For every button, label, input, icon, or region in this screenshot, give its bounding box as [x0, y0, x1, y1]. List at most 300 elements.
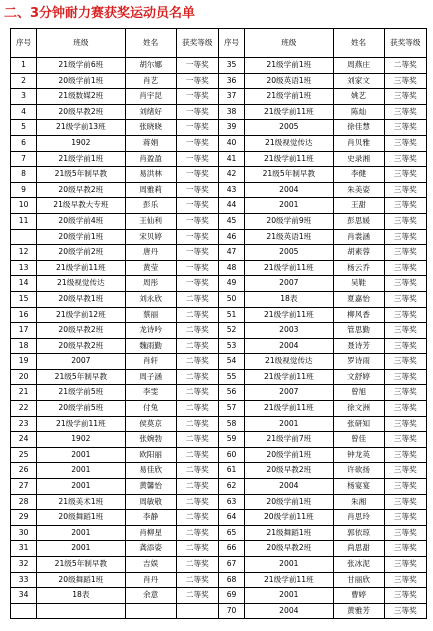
right-class-cell: 20级英语1班	[245, 73, 333, 89]
left-class-cell: 2007	[37, 354, 125, 370]
right-award-cell: 三等奖	[384, 557, 426, 573]
table-row	[11, 58, 427, 74]
right-name-cell: 肖裳涵	[333, 229, 384, 245]
right-class-cell: 21级学前11班	[245, 151, 333, 167]
left-class-cell: 20级舞蹈1班	[37, 572, 125, 588]
table-row	[11, 510, 427, 526]
left-class-cell: 21级学前12班	[37, 307, 125, 323]
right-class-cell: 20级学前1班	[245, 494, 333, 510]
right-class-cell: 21级学前11班	[245, 307, 333, 323]
right-award-cell: 三等奖	[384, 213, 426, 229]
right-no-cell: 55	[218, 369, 244, 385]
left-award-cell: 一等奖	[176, 104, 218, 120]
header-name-right: 姓名	[333, 29, 384, 58]
left-award-cell: 二等奖	[176, 572, 218, 588]
left-name-cell: 周雅莉	[125, 182, 176, 198]
left-award-cell: 一等奖	[176, 260, 218, 276]
left-class-cell: 1902	[37, 135, 125, 151]
right-no-cell: 45	[218, 213, 244, 229]
left-no-cell: 31	[11, 541, 37, 557]
table-row	[11, 276, 427, 292]
left-class-cell: 2001	[37, 463, 125, 479]
right-class-cell: 21级视觉传达	[245, 354, 333, 370]
left-name-cell: 张晓晓	[125, 120, 176, 136]
table-row	[11, 588, 427, 604]
left-no-cell: 30	[11, 525, 37, 541]
header-name-left: 姓名	[125, 29, 176, 58]
table-row	[11, 354, 427, 370]
table-row	[11, 104, 427, 120]
table-row	[11, 369, 427, 385]
right-class-cell: 21级5年制早教	[245, 167, 333, 183]
left-award-cell: 二等奖	[176, 401, 218, 417]
right-name-cell: 黄雅芳	[333, 603, 384, 619]
left-class-cell: 21级学前5班	[37, 385, 125, 401]
right-no-cell: 48	[218, 260, 244, 276]
table-row	[11, 401, 427, 417]
right-no-cell: 58	[218, 416, 244, 432]
left-name-cell: 唐丹	[125, 245, 176, 261]
right-no-cell: 69	[218, 588, 244, 604]
left-award-cell: 二等奖	[176, 510, 218, 526]
left-name-cell: 龙诗吟	[125, 323, 176, 339]
right-class-cell: 20级学前9班	[245, 213, 333, 229]
right-no-cell: 37	[218, 89, 244, 105]
left-class-cell: 20级早教2班	[37, 323, 125, 339]
left-name-cell: 张婉勃	[125, 432, 176, 448]
left-name-cell: 魏雨勤	[125, 338, 176, 354]
left-name-cell: 刘绪好	[125, 104, 176, 120]
right-class-cell: 21级学前1班	[245, 89, 333, 105]
right-no-cell: 51	[218, 307, 244, 323]
left-class-cell: 21级美术1班	[37, 494, 125, 510]
left-award-cell: 一等奖	[176, 182, 218, 198]
table-row	[11, 182, 427, 198]
left-award-cell: 二等奖	[176, 525, 218, 541]
left-class-cell: 21级早教大专班	[37, 198, 125, 214]
right-class-cell: 2004	[245, 338, 333, 354]
right-no-cell: 65	[218, 525, 244, 541]
right-award-cell: 三等奖	[384, 385, 426, 401]
right-name-cell: 管思勤	[333, 323, 384, 339]
right-name-cell: 史录湘	[333, 151, 384, 167]
right-award-cell: 三等奖	[384, 525, 426, 541]
left-award-cell: 二等奖	[176, 323, 218, 339]
right-award-cell: 三等奖	[384, 338, 426, 354]
left-class-cell: 21级5年制早教	[37, 557, 125, 573]
right-award-cell: 三等奖	[384, 479, 426, 495]
left-award-cell: 一等奖	[176, 167, 218, 183]
right-no-cell: 67	[218, 557, 244, 573]
right-no-cell: 46	[218, 229, 244, 245]
right-no-cell: 35	[218, 58, 244, 74]
left-no-cell: 23	[11, 416, 37, 432]
right-award-cell: 三等奖	[384, 229, 426, 245]
left-name-cell: 龚添姿	[125, 541, 176, 557]
left-name-cell: 李静	[125, 510, 176, 526]
right-award-cell: 三等奖	[384, 432, 426, 448]
right-class-cell: 21级学前11班	[245, 572, 333, 588]
right-class-cell: 21级舞蹈1班	[245, 525, 333, 541]
header-no-left: 序号	[11, 29, 37, 58]
right-class-cell: 2001	[245, 416, 333, 432]
left-class-cell: 21级学前6班	[37, 58, 125, 74]
table-row	[11, 416, 427, 432]
right-class-cell: 2005	[245, 120, 333, 136]
right-no-cell: 63	[218, 494, 244, 510]
right-name-cell: 曾旭	[333, 385, 384, 401]
left-award-cell: 二等奖	[176, 494, 218, 510]
right-class-cell: 21级学前11班	[245, 369, 333, 385]
left-class-cell: 1902	[37, 432, 125, 448]
right-award-cell: 三等奖	[384, 104, 426, 120]
left-no-cell	[11, 229, 37, 245]
left-no-cell: 4	[11, 104, 37, 120]
left-award-cell: 二等奖	[176, 307, 218, 323]
right-name-cell: 刘家文	[333, 73, 384, 89]
left-award-cell: 二等奖	[176, 463, 218, 479]
right-no-cell: 43	[218, 182, 244, 198]
right-award-cell: 三等奖	[384, 151, 426, 167]
right-class-cell: 21级视觉传达	[245, 135, 333, 151]
header-class-left: 班级	[37, 29, 125, 58]
left-class-cell: 2001	[37, 525, 125, 541]
right-name-cell: 朱美姿	[333, 182, 384, 198]
right-class-cell: 20级学前1班	[245, 447, 333, 463]
left-class-cell: 20级早教1班	[37, 291, 125, 307]
left-award-cell: 二等奖	[176, 354, 218, 370]
left-name-cell: 侯莫京	[125, 416, 176, 432]
right-no-cell: 57	[218, 401, 244, 417]
right-no-cell: 38	[218, 104, 244, 120]
right-class-cell: 2001	[245, 557, 333, 573]
right-award-cell: 三等奖	[384, 276, 426, 292]
table-row	[11, 323, 427, 339]
left-name-cell: 肖柳星	[125, 525, 176, 541]
table-row	[11, 198, 427, 214]
right-class-cell: 2007	[245, 385, 333, 401]
left-name-cell: 欧阳丽	[125, 447, 176, 463]
right-no-cell: 53	[218, 338, 244, 354]
left-no-cell: 10	[11, 198, 37, 214]
left-class-cell: 21级5年制早教	[37, 167, 125, 183]
right-no-cell: 49	[218, 276, 244, 292]
right-name-cell: 聂诗芳	[333, 338, 384, 354]
right-class-cell: 2004	[245, 182, 333, 198]
left-award-cell: 二等奖	[176, 416, 218, 432]
right-no-cell: 59	[218, 432, 244, 448]
left-name-cell: 易洪林	[125, 167, 176, 183]
left-no-cell: 16	[11, 307, 37, 323]
right-name-cell: 胡素蓉	[333, 245, 384, 261]
left-class-cell	[37, 603, 125, 619]
right-no-cell: 61	[218, 463, 244, 479]
right-no-cell: 47	[218, 245, 244, 261]
left-no-cell: 13	[11, 260, 37, 276]
left-no-cell: 17	[11, 323, 37, 339]
left-award-cell: 二等奖	[176, 385, 218, 401]
left-award-cell: 一等奖	[176, 73, 218, 89]
right-class-cell: 2007	[245, 276, 333, 292]
table-row	[11, 494, 427, 510]
table-row	[11, 89, 427, 105]
left-class-cell: 2001	[37, 541, 125, 557]
right-award-cell: 三等奖	[384, 73, 426, 89]
table-body	[11, 58, 427, 619]
left-award-cell: 二等奖	[176, 557, 218, 573]
right-name-cell: 姚艺	[333, 89, 384, 105]
left-name-cell	[125, 603, 176, 619]
right-award-cell: 三等奖	[384, 291, 426, 307]
left-award-cell: 二等奖	[176, 432, 218, 448]
right-name-cell: 杨宴宴	[333, 479, 384, 495]
right-name-cell: 张研知	[333, 416, 384, 432]
right-award-cell: 三等奖	[384, 323, 426, 339]
left-no-cell: 8	[11, 167, 37, 183]
left-award-cell: 二等奖	[176, 291, 218, 307]
left-name-cell: 肖艺	[125, 73, 176, 89]
left-class-cell: 2001	[37, 447, 125, 463]
left-class-cell: 21级数媒2班	[37, 89, 125, 105]
table-row	[11, 245, 427, 261]
right-class-cell: 21级学前11班	[245, 401, 333, 417]
right-name-cell: 甘丽欣	[333, 572, 384, 588]
right-award-cell: 三等奖	[384, 167, 426, 183]
left-award-cell	[176, 603, 218, 619]
right-award-cell: 三等奖	[384, 588, 426, 604]
right-award-cell: 三等奖	[384, 198, 426, 214]
left-name-cell: 黄馨怡	[125, 479, 176, 495]
left-award-cell: 一等奖	[176, 229, 218, 245]
left-class-cell: 20级学前1班	[37, 229, 125, 245]
right-name-cell: 罗诗雨	[333, 354, 384, 370]
header-award-left: 获奖等级	[176, 29, 218, 58]
right-name-cell: 郭依琼	[333, 525, 384, 541]
right-no-cell: 52	[218, 323, 244, 339]
right-class-cell: 2004	[245, 479, 333, 495]
left-no-cell: 32	[11, 557, 37, 573]
table-row	[11, 479, 427, 495]
right-award-cell: 二等奖	[384, 58, 426, 74]
right-name-cell: 柳风香	[333, 307, 384, 323]
right-no-cell: 39	[218, 120, 244, 136]
right-class-cell: 2004	[245, 603, 333, 619]
left-no-cell: 3	[11, 89, 37, 105]
left-class-cell: 20级早教2班	[37, 182, 125, 198]
left-no-cell: 20	[11, 369, 37, 385]
right-name-cell: 尚思甜	[333, 541, 384, 557]
right-no-cell: 68	[218, 572, 244, 588]
left-class-cell: 20级早教2班	[37, 104, 125, 120]
right-class-cell: 2001	[245, 198, 333, 214]
left-award-cell: 一等奖	[176, 213, 218, 229]
table-row	[11, 338, 427, 354]
left-name-cell: 肖轩	[125, 354, 176, 370]
left-award-cell: 一等奖	[176, 120, 218, 136]
left-name-cell: 肖盈盈	[125, 151, 176, 167]
right-no-cell: 42	[218, 167, 244, 183]
table-row	[11, 135, 427, 151]
left-no-cell: 5	[11, 120, 37, 136]
right-no-cell: 60	[218, 447, 244, 463]
left-no-cell: 11	[11, 213, 37, 229]
left-no-cell: 6	[11, 135, 37, 151]
right-class-cell: 20级早教2班	[245, 541, 333, 557]
right-no-cell: 64	[218, 510, 244, 526]
left-name-cell: 蔡丽	[125, 307, 176, 323]
right-no-cell: 62	[218, 479, 244, 495]
right-name-cell: 周燕庄	[333, 58, 384, 74]
right-name-cell: 曾佳	[333, 432, 384, 448]
right-name-cell: 肖贝雅	[333, 135, 384, 151]
table-row	[11, 572, 427, 588]
left-award-cell: 二等奖	[176, 479, 218, 495]
left-class-cell: 2001	[37, 479, 125, 495]
left-class-cell: 20级学前4班	[37, 213, 125, 229]
left-no-cell: 24	[11, 432, 37, 448]
left-name-cell: 宋贝婷	[125, 229, 176, 245]
left-name-cell: 易佳欣	[125, 463, 176, 479]
page-title: 二、3分钟耐力赛获奖运动员名单	[4, 6, 196, 21]
left-no-cell: 33	[11, 572, 37, 588]
left-no-cell: 15	[11, 291, 37, 307]
table-row	[11, 260, 427, 276]
right-no-cell: 56	[218, 385, 244, 401]
header-class-right: 班级	[245, 29, 333, 58]
right-class-cell: 21级英语1班	[245, 229, 333, 245]
left-name-cell: 周子涵	[125, 369, 176, 385]
table-row	[11, 307, 427, 323]
right-name-cell: 徐文洲	[333, 401, 384, 417]
right-award-cell: 三等奖	[384, 401, 426, 417]
left-class-cell: 20级早教2班	[37, 338, 125, 354]
right-name-cell: 许欲扬	[333, 463, 384, 479]
left-name-cell: 蒋娟	[125, 135, 176, 151]
left-class-cell: 20级学前5班	[37, 401, 125, 417]
left-class-cell: 20级舞蹈1班	[37, 510, 125, 526]
right-name-cell: 钟龙英	[333, 447, 384, 463]
right-class-cell: 21级学前1班	[245, 58, 333, 74]
table-row	[11, 432, 427, 448]
table-row	[11, 385, 427, 401]
right-no-cell: 44	[218, 198, 244, 214]
right-no-cell: 70	[218, 603, 244, 619]
right-award-cell: 三等奖	[384, 572, 426, 588]
left-class-cell: 21级学前13班	[37, 120, 125, 136]
right-no-cell: 66	[218, 541, 244, 557]
right-award-cell: 三等奖	[384, 182, 426, 198]
right-class-cell: 21级学前11班	[245, 260, 333, 276]
left-class-cell: 18表	[37, 588, 125, 604]
right-class-cell: 21级学前11班	[245, 104, 333, 120]
left-no-cell: 28	[11, 494, 37, 510]
left-name-cell: 刘永欣	[125, 291, 176, 307]
left-no-cell: 25	[11, 447, 37, 463]
right-no-cell: 36	[218, 73, 244, 89]
left-class-cell: 21级5年制早教	[37, 369, 125, 385]
left-no-cell: 9	[11, 182, 37, 198]
award-table	[10, 28, 427, 619]
left-class-cell: 21级学前11班	[37, 416, 125, 432]
right-award-cell: 三等奖	[384, 135, 426, 151]
left-name-cell: 肖丹	[125, 572, 176, 588]
left-award-cell: 二等奖	[176, 338, 218, 354]
right-name-cell: 夏嘉怡	[333, 291, 384, 307]
left-class-cell: 21级学前1班	[37, 151, 125, 167]
right-name-cell: 曹婷	[333, 588, 384, 604]
left-award-cell: 二等奖	[176, 541, 218, 557]
right-name-cell: 彭思媛	[333, 213, 384, 229]
table-row	[11, 291, 427, 307]
right-name-cell: 徐佳慧	[333, 120, 384, 136]
left-name-cell: 胡尔娜	[125, 58, 176, 74]
table-header-row	[11, 29, 427, 58]
left-award-cell: 一等奖	[176, 198, 218, 214]
left-no-cell: 2	[11, 73, 37, 89]
right-name-cell: 吴鞋	[333, 276, 384, 292]
left-name-cell: 付兔	[125, 401, 176, 417]
right-award-cell: 三等奖	[384, 510, 426, 526]
left-no-cell: 34	[11, 588, 37, 604]
left-no-cell: 1	[11, 58, 37, 74]
right-name-cell: 朱湘	[333, 494, 384, 510]
table-row	[11, 557, 427, 573]
right-award-cell: 三等奖	[384, 447, 426, 463]
table-row	[11, 120, 427, 136]
left-name-cell: 周敏敬	[125, 494, 176, 510]
right-award-cell: 三等奖	[384, 245, 426, 261]
right-award-cell: 三等奖	[384, 369, 426, 385]
left-name-cell: 李雯	[125, 385, 176, 401]
table-row	[11, 229, 427, 245]
left-class-cell: 20级学前1班	[37, 73, 125, 89]
left-no-cell: 21	[11, 385, 37, 401]
right-award-cell: 三等奖	[384, 494, 426, 510]
left-name-cell: 吉娱	[125, 557, 176, 573]
table-row	[11, 447, 427, 463]
table-row	[11, 151, 427, 167]
left-award-cell: 一等奖	[176, 245, 218, 261]
left-award-cell: 一等奖	[176, 135, 218, 151]
left-no-cell: 19	[11, 354, 37, 370]
right-award-cell: 三等奖	[384, 354, 426, 370]
left-class-cell: 21级视觉传达	[37, 276, 125, 292]
left-no-cell: 26	[11, 463, 37, 479]
left-no-cell: 12	[11, 245, 37, 261]
left-name-cell: 周彤	[125, 276, 176, 292]
left-no-cell: 27	[11, 479, 37, 495]
left-class-cell: 21级学前11班	[37, 260, 125, 276]
right-award-cell: 三等奖	[384, 260, 426, 276]
left-award-cell: 一等奖	[176, 151, 218, 167]
right-award-cell: 三等奖	[384, 416, 426, 432]
table-row	[11, 167, 427, 183]
right-award-cell: 三等奖	[384, 307, 426, 323]
right-award-cell: 三等奖	[384, 89, 426, 105]
right-no-cell: 40	[218, 135, 244, 151]
left-no-cell: 22	[11, 401, 37, 417]
right-no-cell: 54	[218, 354, 244, 370]
right-class-cell: 20级早教2班	[245, 463, 333, 479]
right-name-cell: 文舒婷	[333, 369, 384, 385]
right-name-cell: 肖思玲	[333, 510, 384, 526]
right-name-cell: 张冰泥	[333, 557, 384, 573]
header-no-right: 序号	[218, 29, 244, 58]
right-class-cell: 2005	[245, 245, 333, 261]
table-row	[11, 541, 427, 557]
table-row	[11, 213, 427, 229]
table-row	[11, 603, 427, 619]
